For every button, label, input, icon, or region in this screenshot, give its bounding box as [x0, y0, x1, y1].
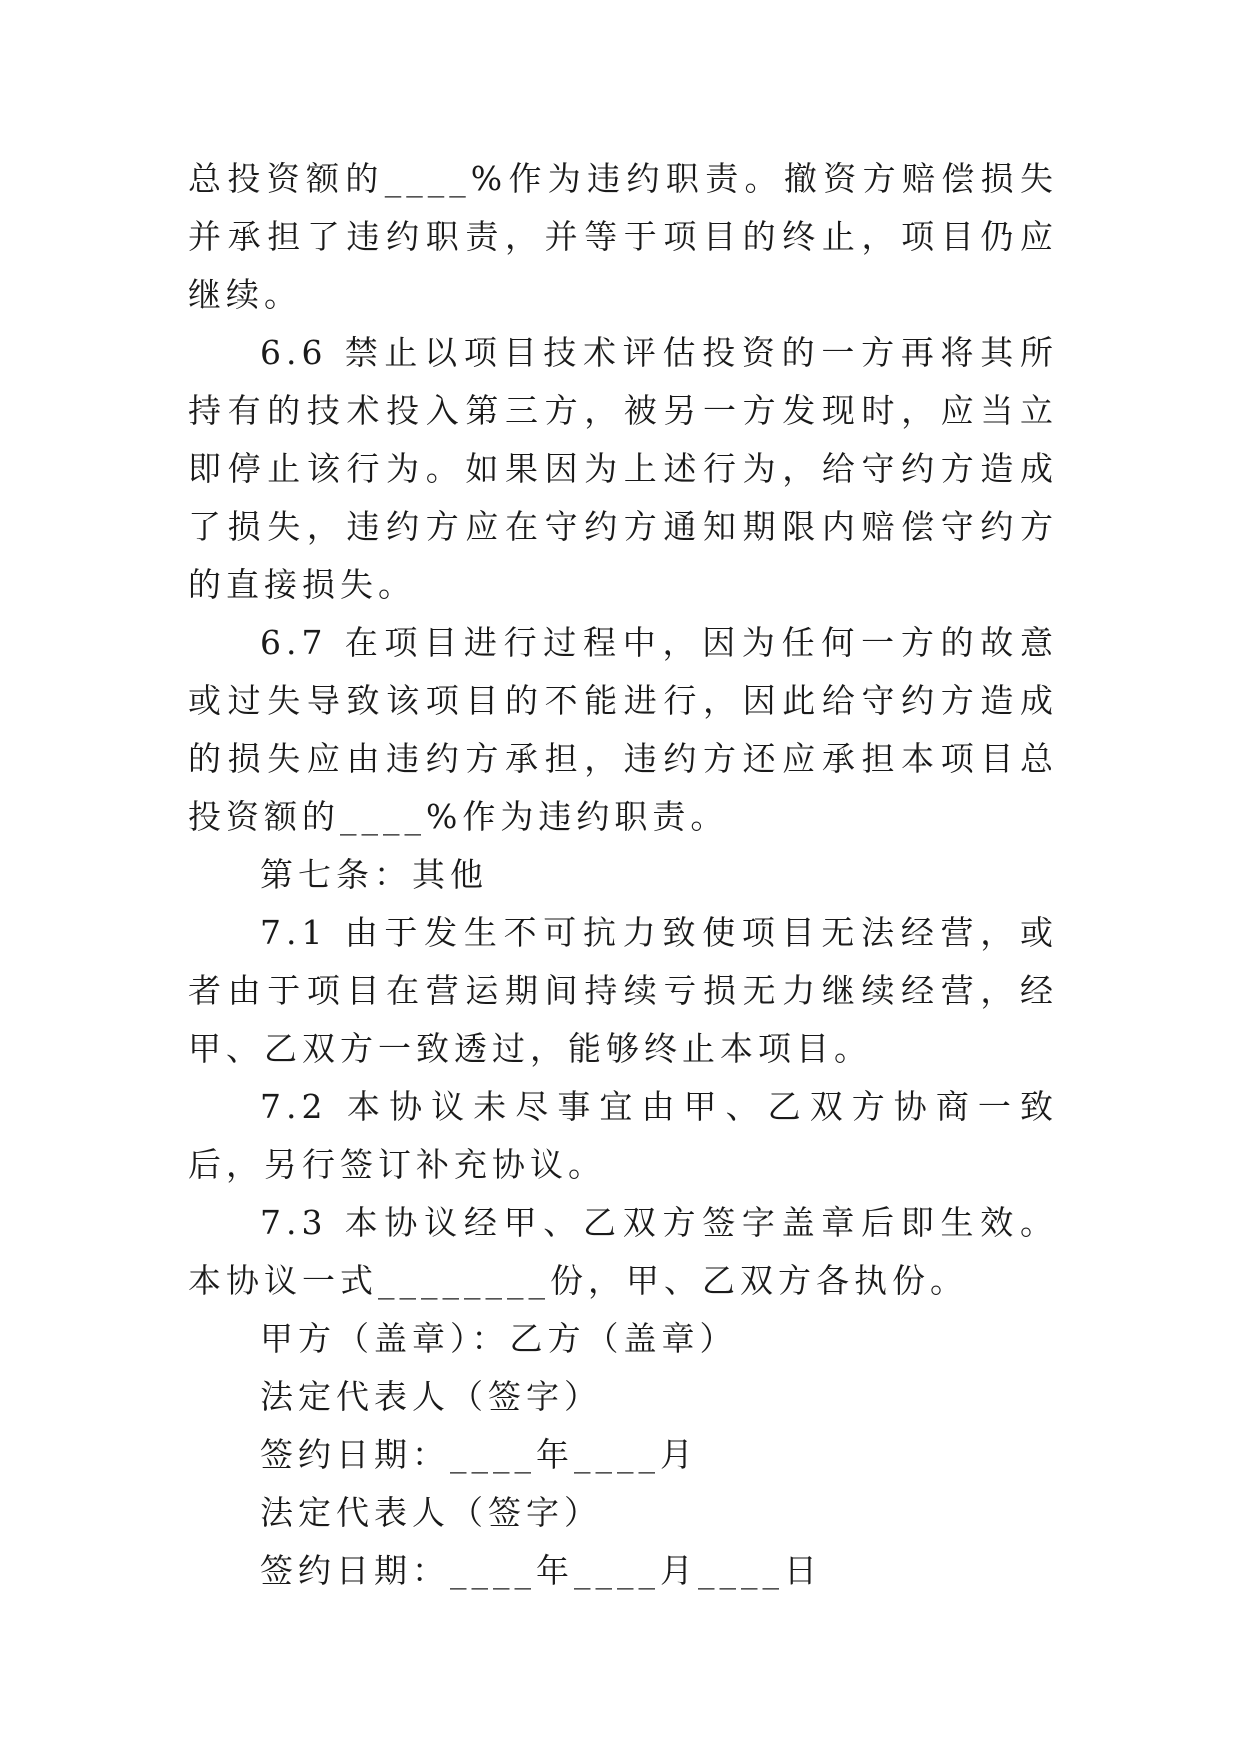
clause-7-1: 7.1 由于发生不可抗力致使项目无法经营，或者由于项目在营运期间持续亏损无力继续经营，经甲、乙双方一致透过，能够终止本项目。: [188, 913, 1058, 1068]
signing-date-2: 签约日期：____年____月____日: [260, 1551, 822, 1590]
signature-parties: 甲方（盖章）：乙方（盖章）: [260, 1319, 738, 1358]
legal-representative-1: 法定代表人（签字）: [260, 1377, 602, 1416]
document-page: [188, 150, 1058, 1600]
clause-6-7: 6.7 在项目进行过程中，因为任何一方的故意或过失导致该项目的不能进行，因此给守约方造成的损失应由违约方承担，违约方还应承担本项目总投资额的____%作为违约职责。: [188, 623, 1058, 836]
legal-representative-2: 法定代表人（签字）: [260, 1493, 602, 1532]
clause-7-3: 7.3 本协议经甲、乙双方签字盖章后即生效。本协议一式________份，甲、乙双方各执份。: [188, 1203, 1058, 1300]
clause-7-2: 7.2 本协议未尽事宜由甲、乙双方协商一致后，另行签订补充协议。: [188, 1087, 1058, 1184]
paragraph-continuation: 总投资额的____%作为违约职责。撤资方赔偿损失并承担了违约职责，并等于项目的终止，项目仍应继续。: [188, 159, 1058, 314]
clause-6-6: 6.6 禁止以项目技术评估投资的一方再将其所持有的技术投入第三方，被另一方发现时，应当立即停止该行为。如果因为上述行为，给守约方造成了损失，违约方应在守约方通知期限内赔偿守约方的直接损失。: [188, 333, 1058, 604]
signing-date-1: 签约日期：____年____月: [260, 1435, 698, 1474]
article-7-heading: 第七条：其他: [260, 855, 488, 894]
signature-block: [188, 1310, 1058, 1600]
